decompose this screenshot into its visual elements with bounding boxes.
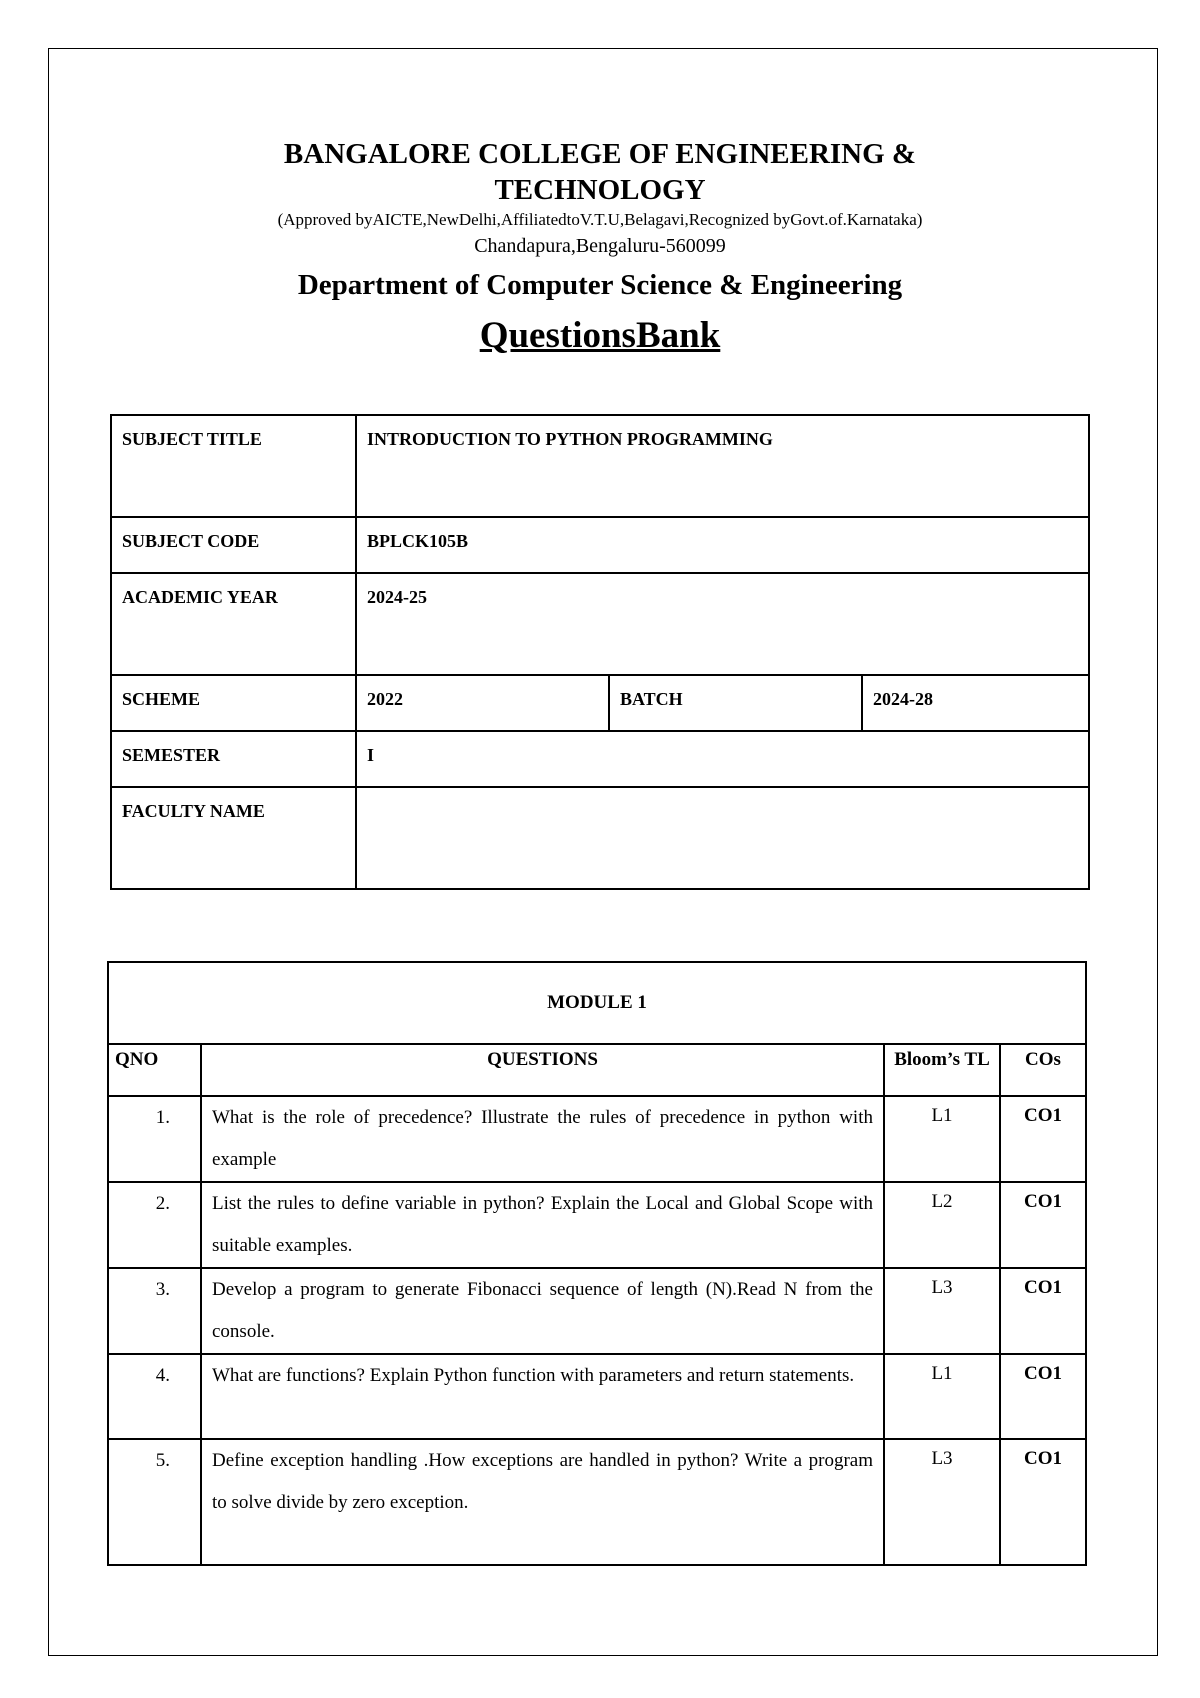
subject-title-value: INTRODUCTION TO PYTHON PROGRAMMING (356, 415, 1089, 517)
subject-title-label: SUBJECT TITLE (111, 415, 356, 517)
question-text: What is the role of precedence? Illustrate the rules of precedence in python with example (201, 1096, 884, 1182)
subject-code-value: BPLCK105B (356, 517, 1089, 573)
document-title: QuestionsBank (479, 315, 721, 356)
table-row (108, 1439, 1086, 1565)
course-outcome: CO1 (1000, 1096, 1086, 1182)
table-row (108, 1096, 1086, 1182)
course-outcome: CO1 (1000, 1439, 1086, 1565)
questions-table (107, 961, 1087, 1566)
bloom-level: L3 (884, 1439, 1000, 1565)
module-title-row (108, 962, 1086, 1044)
college-address: Chandapura,Bengaluru-560099 (474, 235, 726, 257)
question-number: 4. (108, 1354, 201, 1439)
course-outcome: CO1 (1000, 1268, 1086, 1354)
qno-header: QNO (108, 1044, 201, 1096)
bloom-header: Bloom’s TL (884, 1044, 1000, 1096)
question-text: Develop a program to generate Fibonacci sequence of length (N).Read N from the console. (201, 1268, 884, 1354)
college-name: BANGALORE COLLEGE OF ENGINEERING & TECHNOLOGY (283, 138, 917, 206)
question-number: 2. (108, 1182, 201, 1268)
faculty-row (111, 787, 1089, 889)
question-number: 1. (108, 1096, 201, 1182)
scheme-batch-row (111, 675, 1089, 731)
table-row (108, 1354, 1086, 1439)
question-number: 5. (108, 1439, 201, 1565)
subject-title-row (111, 415, 1089, 517)
course-outcome: CO1 (1000, 1182, 1086, 1268)
semester-value: I (356, 731, 1089, 787)
department-name: Department of Computer Science & Engineering (297, 269, 903, 301)
question-text: What are functions? Explain Python function with parameters and return statements. (201, 1354, 884, 1439)
faculty-value (356, 787, 1089, 889)
subject-info-table (110, 414, 1090, 890)
bloom-level: L2 (884, 1182, 1000, 1268)
questions-header: QUESTIONS (201, 1044, 884, 1096)
academic-year-value: 2024-25 (356, 573, 1089, 675)
bloom-level: L1 (884, 1354, 1000, 1439)
table-row (108, 1268, 1086, 1354)
bloom-level: L1 (884, 1096, 1000, 1182)
question-number: 3. (108, 1268, 201, 1354)
question-text: List the rules to define variable in python? Explain the Local and Global Scope with suitable examples. (201, 1182, 884, 1268)
subject-code-row (111, 517, 1089, 573)
scheme-label: SCHEME (111, 675, 356, 731)
faculty-label: FACULTY NAME (111, 787, 356, 889)
batch-value: 2024-28 (862, 675, 1089, 731)
scheme-value: 2022 (356, 675, 609, 731)
table-row (108, 1182, 1086, 1268)
approval-text: (Approved byAICTE,NewDelhi,AffiliatedtoV.T.U,Belagavi,Recognized byGovt.of.Karnataka) (277, 210, 923, 229)
module-title: MODULE 1 (108, 962, 1086, 1044)
bloom-level: L3 (884, 1268, 1000, 1354)
question-text: Define exception handling .How exceptions are handled in python? Write a program to solve divide by zero exception. (201, 1439, 884, 1565)
semester-row (111, 731, 1089, 787)
questions-header-row (108, 1044, 1086, 1096)
batch-label: BATCH (609, 675, 862, 731)
semester-label: SEMESTER (111, 731, 356, 787)
subject-code-label: SUBJECT CODE (111, 517, 356, 573)
course-outcome: CO1 (1000, 1354, 1086, 1439)
academic-year-label: ACADEMIC YEAR (111, 573, 356, 675)
academic-year-row (111, 573, 1089, 675)
cos-header: COs (1000, 1044, 1086, 1096)
